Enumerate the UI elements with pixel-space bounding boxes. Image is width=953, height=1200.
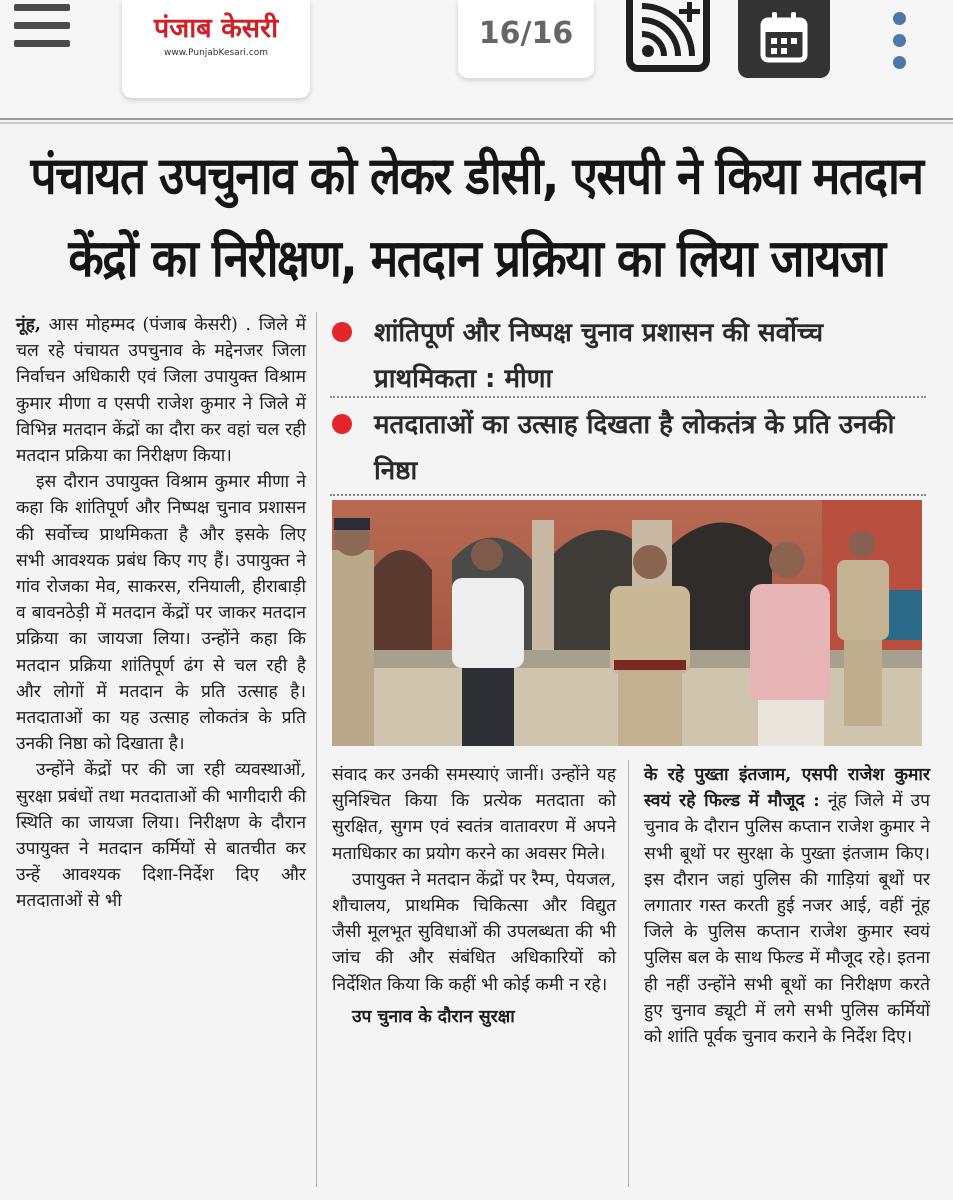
logo-url: www.PunjabKesari.com bbox=[163, 48, 268, 58]
article-column-2 bbox=[332, 762, 616, 1030]
dotted-divider bbox=[330, 494, 926, 496]
highlight-text: मतदाताओं का उत्साह दिखता है लोकतंत्र के प्रति उनकी निष्ठा bbox=[374, 410, 895, 486]
column-rule bbox=[628, 760, 629, 1187]
menu-icon[interactable] bbox=[14, 4, 72, 50]
article-column-1 bbox=[16, 312, 306, 915]
paragraph: संवाद कर उनकी समस्याएं जानीं। उन्होंने यह सुनिश्चित किया कि प्रत्येक मतदाता को सुरक्षित, सुगम एवं स्वतंत्र वातावरण में अपने मताधिकार का प्रयोग करने का अवसर मिले। bbox=[332, 765, 616, 864]
highlight-text: शांतिपूर्ण और निष्पक्ष चुनाव प्रशासन की सर्वोच्च प्राथमिकता : मीणा bbox=[374, 318, 824, 394]
newspaper-logo[interactable] bbox=[122, 0, 310, 98]
more-vertical-icon[interactable] bbox=[888, 12, 912, 74]
page-indicator[interactable] bbox=[458, 0, 594, 78]
paragraph: इस दौरान उपायुक्त विश्राम कुमार मीणा ने कहा कि शांतिपूर्ण और निष्पक्ष चुनाव प्रशासन की सर्वोच्च प्राथमिकता है और इसके लिए सभी आवश्यक प्रबंध किए गए हैं। उपायुक्त ने गांव रोजका मेव, साकरस, रनियाली, हीराबाड़ी व बावनठेड़ी में मतदान केंद्रों पर जाकर मतदान प्रक्रिया का जायजा लिया। उन्होंने कहा कि मतदान प्रक्रिया शांतिपूर्ण ढंग से चल रही है और लोगों में मतदान के प्रति उत्साह है। मतदाताओं का यह उत्साह लोकतंत्र के प्रति उनकी निष्ठा को दिखाता है। bbox=[16, 472, 306, 755]
byline-text: आस मोहम्मद (पंजाब केसरी) . जिले में चल रहे पंचायत उपचुनाव के मद्देनजर जिला निर्वाचन अधिकारी एवं जिला उपायुक्त विश्राम कुमार मीणा व एसपी राजेश कुमार ने जिले में विभिन्न मतदान केंद्रों का दौरा कर वहां चल रही मतदान प्रक्रिया का निरीक्षण किया। bbox=[16, 315, 306, 467]
rss-add-icon bbox=[637, 2, 703, 62]
page-indicator-text: 16/16 bbox=[478, 16, 574, 51]
dateline: नूंह, bbox=[16, 315, 41, 335]
subheading: उप चुनाव के दौरान सुरक्षा bbox=[352, 1006, 515, 1027]
paragraph: उपायुक्त ने मतदान केंद्रों पर रैम्प, पेयजल, शौचालय, प्राथमिक चिकित्सा और विद्युत जैसी मूलभूत सुविधाओं की उपलब्धता की भी जांच की और संबंधित अधिकारियों को निर्देशित किया कि कहीं भी कोई कमी न रहे। bbox=[332, 869, 616, 995]
bullet-icon bbox=[332, 414, 352, 434]
news-photo-image bbox=[332, 500, 922, 746]
highlight-item bbox=[330, 310, 926, 402]
column-rule bbox=[316, 312, 317, 1187]
calendar-button[interactable] bbox=[738, 0, 830, 78]
article-column-3 bbox=[644, 762, 930, 1050]
article-headline bbox=[0, 134, 953, 300]
news-photo bbox=[332, 500, 922, 746]
bullet-icon bbox=[332, 322, 352, 342]
headline-line-2: केंद्रों का निरीक्षण, मतदान प्रक्रिया का लिया जायजा bbox=[68, 228, 885, 289]
menu-bar bbox=[14, 4, 70, 11]
more-dot bbox=[893, 12, 906, 25]
paragraph bbox=[644, 762, 930, 1050]
lead-paragraph bbox=[16, 312, 306, 469]
calendar-icon bbox=[759, 12, 809, 64]
subheading: के रहे पुख्ता इंतजाम, एसपी राजेश कुमार स्वयं रहे फिल्ड में मौजूद : bbox=[644, 765, 930, 812]
more-dot bbox=[893, 34, 906, 47]
app-toolbar bbox=[0, 0, 953, 118]
logo-title: पंजाब केसरी bbox=[153, 13, 279, 44]
paragraph-text: नूंह जिले में उप चुनाव के दौरान पुलिस कप्तान राजेश कुमार ने सभी बूथों पर सुरक्षा के पुख्ता इंतजाम किए। इस दौरान जहां पुलिस की गाड़ियां बूथों पर लगातार गस्त करती हुई नजर आई, वहीं नूंह जिले के पुलिस कप्तान राजेश कुमार स्वयं पुलिस बल के साथ फिल्ड में मौजूद रहे। इतना ही नहीं उन्होंने सभी बूथों का निरीक्षण करते हुए चुनाव ड्यूटी में लगे सभी पुलिस कर्मियों को शांति पूर्वक चुनाव कराने के निर्देश दिए। bbox=[644, 791, 930, 1048]
toolbar-divider bbox=[0, 118, 953, 124]
menu-bar bbox=[14, 40, 70, 47]
menu-bar bbox=[14, 22, 70, 29]
more-dot bbox=[893, 56, 906, 69]
dotted-divider bbox=[330, 396, 926, 398]
headline-line-1: पंचायत उपचुनाव को लेकर डीसी, एसपी ने किया मतदान bbox=[30, 145, 923, 206]
rss-add-button[interactable] bbox=[626, 0, 710, 72]
paragraph: उन्होंने केंद्रों पर की जा रही व्यवस्थाओं, सुरक्षा प्रबंधों तथा मतदाताओं की भागीदारी की स्थिति का जायजा लिया। निरीक्षण के दौरान उपायुक्त ने मतदान कर्मियों से बातचीत कर उन्हें आवश्यक दिशा-निर्देश दिए और मतदाताओं से भी bbox=[16, 760, 306, 912]
highlight-item bbox=[330, 402, 926, 494]
